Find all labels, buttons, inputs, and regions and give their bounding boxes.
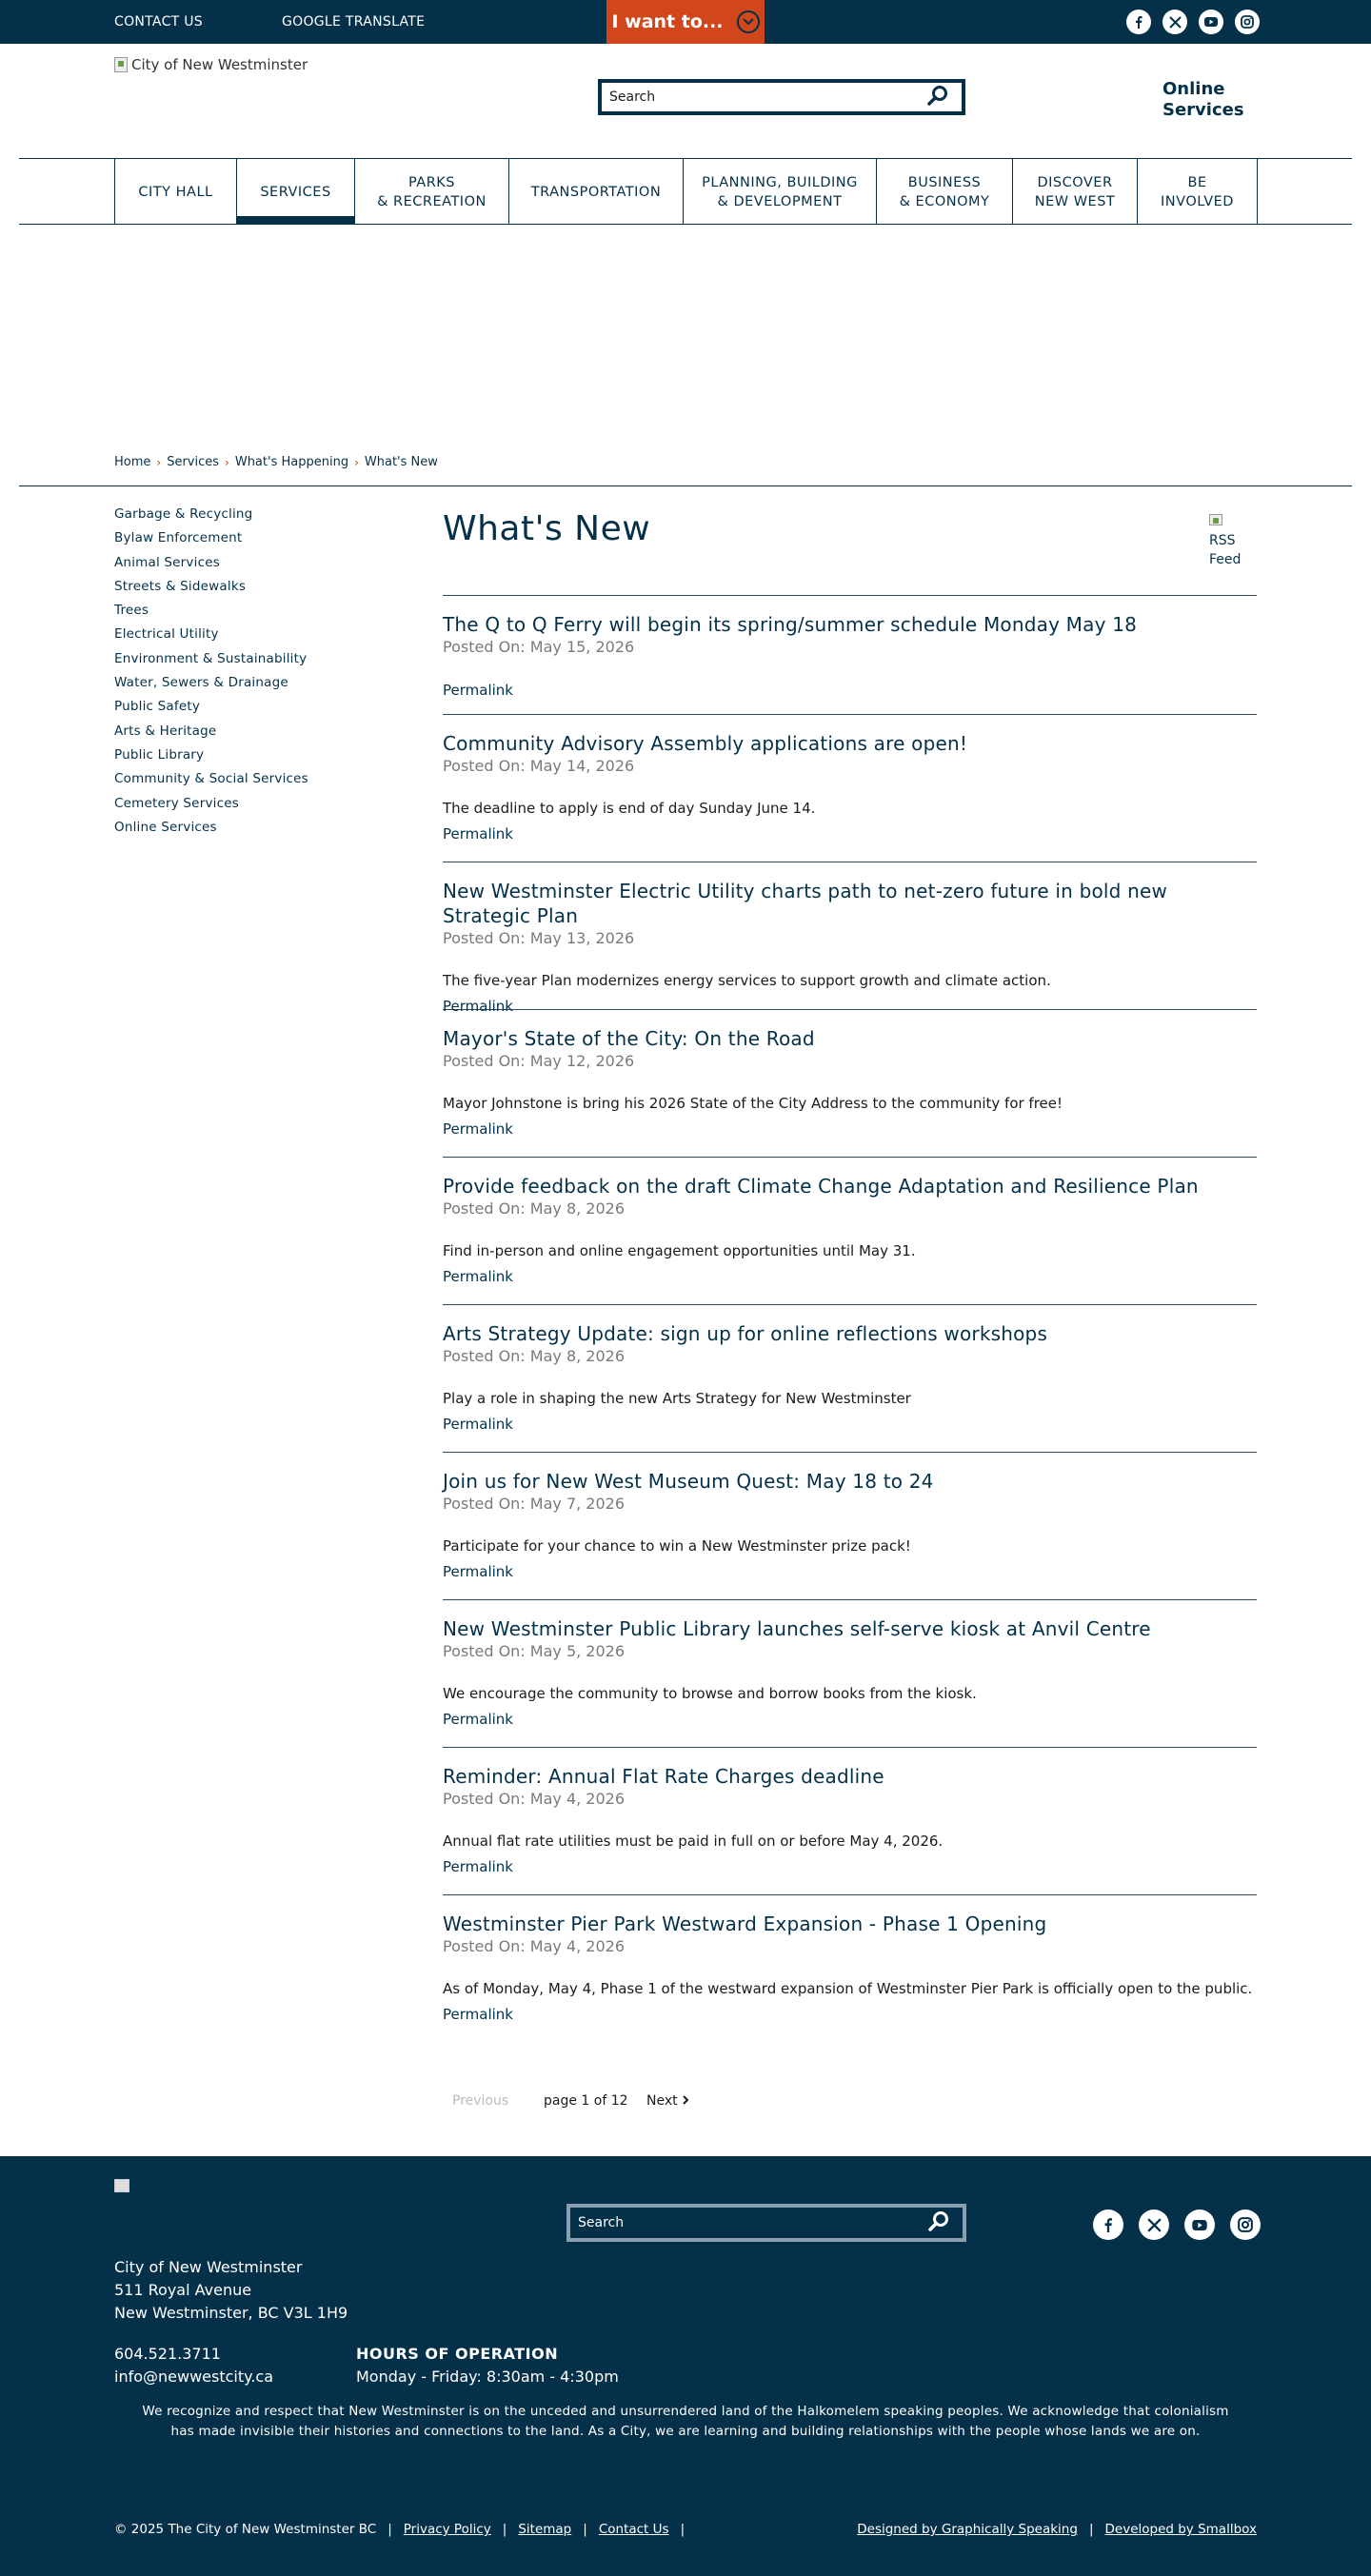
breadcrumb-home[interactable]: Home [114,455,151,469]
news-title-link[interactable]: Westminster Pier Park Westward Expansion - Phase 1 Opening [443,1912,1047,1935]
permalink-link[interactable]: Permalink [443,1120,513,1138]
main-navigation [19,158,1352,225]
news-date: Posted On: May 7, 2026 [443,1495,626,1513]
news-date: Posted On: May 8, 2026 [443,1199,626,1218]
news-list [443,595,1257,2047]
permalink-link[interactable]: Permalink [443,1416,513,1433]
sidebar-item[interactable]: Public Library [114,746,205,763]
footer-social-links [1093,2209,1261,2240]
sidebar-nav [114,506,308,843]
broken-image-icon [114,57,128,72]
site-footer [0,2156,1371,2576]
instagram-icon[interactable] [1235,10,1260,34]
sitemap-link[interactable]: Sitemap [518,2522,572,2537]
chevron-right-icon: › [156,455,162,469]
footer-logo[interactable] [114,2179,129,2192]
google-translate-link[interactable]: GOOGLE TRANSLATE [282,14,426,30]
x-icon[interactable] [1139,2209,1169,2240]
news-item [443,862,1257,1015]
news-date: Posted On: May 5, 2026 [443,1642,626,1660]
nav-item-city-hall[interactable] [115,159,237,225]
permalink-link[interactable]: Permalink [443,998,513,1015]
news-item [443,1304,1257,1452]
breadcrumb-services[interactable]: Services [167,455,220,469]
permalink-link[interactable]: Permalink [443,2006,513,2023]
online-services-label: Online Services [1162,79,1244,120]
news-date: Posted On: May 8, 2026 [443,1347,626,1365]
news-item [443,1157,1257,1304]
online-services-link[interactable] [1162,79,1248,121]
developed-by-link[interactable]: Developed by Smallbox [1104,2522,1257,2537]
separator: | [1088,2522,1094,2537]
nav-item-label: TRANSPORTATION [530,184,662,200]
facebook-icon[interactable] [1126,10,1151,34]
sidebar-item[interactable]: Bylaw Enforcement [114,530,243,546]
next-page-button[interactable] [646,2093,689,2109]
header-search-input[interactable] [598,79,965,115]
chevron-right-icon: › [354,455,359,469]
page-indicator: page 1 of 12 [544,2093,628,2109]
top-bar [0,0,1371,44]
news-date: Posted On: May 12, 2026 [443,1052,635,1070]
nav-item-business-economy[interactable] [877,159,1013,225]
footer-address [114,2256,348,2325]
i-want-to-label: I want to... [611,11,724,32]
news-date: Posted On: May 14, 2026 [443,757,635,775]
sidebar-item[interactable]: Trees [114,603,149,619]
search-icon[interactable] [928,2210,949,2235]
nav-items [114,159,1258,225]
news-item [443,1894,1257,2047]
nav-item-services[interactable] [237,159,355,225]
sidebar-item[interactable]: Cemetery Services [114,795,239,811]
footer-search-input[interactable] [566,2204,966,2242]
copyright: © 2025 The City of New Westminster BC [114,2522,377,2537]
news-item [443,1009,1257,1157]
previous-page-button: Previous [452,2093,509,2109]
rss-feed-icon[interactable] [1209,512,1242,569]
nav-item-label: PARKS & RECREATION [377,174,487,209]
news-title-link[interactable]: Reminder: Annual Flat Rate Charges deadline [443,1765,884,1788]
news-item [443,595,1257,714]
nav-item-parks-recreation[interactable] [355,159,509,225]
footer-hours [356,2343,619,2388]
permalink-link[interactable]: Permalink [443,825,513,842]
breadcrumb-whats-new[interactable]: What's New [364,455,438,469]
nav-item-discover-new-west[interactable] [1013,159,1138,225]
logo-alt-text: City of New Westminster [131,56,308,73]
news-title-link[interactable]: The Q to Q Ferry will begin its spring/summer schedule Monday May 18 [443,613,1138,636]
sidebar-item[interactable]: Electrical Utility [114,626,219,643]
youtube-icon[interactable] [1184,2209,1215,2240]
sidebar-item[interactable]: Online Services [114,819,217,835]
news-title-link[interactable]: Provide feedback on the draft Climate Change Adaptation and Resilience Plan [443,1175,1199,1198]
news-summary: We encourage the community to browse and borrow books from the kiosk. [443,1685,977,1702]
footer-email[interactable]: info@newwestcity.ca [114,2368,274,2386]
breadcrumb-divider [19,485,1352,486]
address-line: 511 Royal Avenue [114,2281,252,2299]
separator: | [680,2522,686,2537]
broken-image-icon [1209,514,1222,525]
permalink-link[interactable]: Permalink [443,682,513,699]
instagram-icon[interactable] [1230,2209,1261,2240]
news-summary: Mayor Johnstone is bring his 2026 State of the City Address to the community for free! [443,1095,1063,1112]
news-item [443,1452,1257,1599]
separator: | [387,2522,392,2537]
next-page-label: Next [646,2093,678,2109]
separator: | [502,2522,507,2537]
news-title-link[interactable]: New Westminster Electric Utility charts path to net-zero future in bold new Strategic Plan [443,880,1168,927]
news-title-link[interactable]: Community Advisory Assembly applications are open! [443,732,968,755]
news-item [443,714,1257,862]
footer-contact [114,2343,273,2388]
news-title-link[interactable]: New Westminster Public Library launches self-serve kiosk at Anvil Centre [443,1617,1151,1640]
hours-text: Monday - Friday: 8:30am - 4:30pm [356,2368,619,2386]
page-title: What's New [443,509,651,548]
footer-credits [857,2522,1257,2537]
news-title-link[interactable]: Join us for New West Museum Quest: May 18 to 24 [443,1470,934,1493]
nav-item-label: BE INVOLVED [1161,174,1234,209]
facebook-icon[interactable] [1093,2209,1123,2240]
news-summary: The five-year Plan modernizes energy services to support growth and climate action. [443,972,1051,989]
nav-item-label: DISCOVER NEW WEST [1034,174,1116,209]
news-summary: Participate for your chance to win a New Westminster prize pack! [443,1537,911,1555]
separator: | [583,2522,587,2537]
sidebar-item[interactable]: Arts & Heritage [114,723,217,739]
chevron-down-icon [737,10,760,33]
header-social-links [1126,10,1260,34]
news-summary: Play a role in shaping the new Arts Strategy for New Westminster [443,1390,911,1407]
sidebar-item[interactable]: Community & Social Services [114,771,308,787]
footer-phone[interactable]: 604.521.3711 [114,2345,221,2363]
land-acknowledgement: We recognize and respect that New Westminster is on the unceded and unsurrendered land of the Halkomelem speaking peoples. We acknowledge that colonialism has made invisible their histories and connections to the land. As a City, we are learning and building relationships with the people whose lands we are on. [142,2404,1229,2439]
youtube-icon[interactable] [1199,10,1223,34]
news-item [443,1747,1257,1894]
news-date: Posted On: May 13, 2026 [443,929,635,947]
nav-item-planning-building[interactable] [684,159,877,225]
news-summary: Find in-person and online engagement opportunities until May 31. [443,1242,916,1259]
permalink-link[interactable]: Permalink [443,1711,513,1728]
rss-alt-text: RSS Feed [1209,533,1242,567]
permalink-link[interactable]: Permalink [443,1563,513,1580]
nav-item-label: CITY HALL [138,184,213,200]
chevron-right-icon: › [225,455,229,469]
contact-us-footer-link[interactable]: Contact Us [598,2522,669,2537]
news-summary: As of Monday, May 4, Phase 1 of the westward expansion of Westminster Pier Park is officially open to the public. [443,1980,1253,1997]
breadcrumb-whats-happening[interactable]: What's Happening [234,455,349,469]
header-search-placeholder: Search [609,89,656,105]
sidebar-item[interactable]: Animal Services [114,554,220,570]
nav-item-label: PLANNING, BUILDING & DEVELOPMENT [702,174,858,209]
i-want-to-button[interactable] [606,0,765,44]
sidebar-item[interactable]: Public Safety [114,699,201,715]
sidebar-item[interactable]: Streets & Sidewalks [114,578,247,594]
sidebar-item[interactable]: Environment & Sustainability [114,650,308,666]
search-icon[interactable] [927,85,948,109]
news-date: Posted On: May 15, 2026 [443,638,635,656]
permalink-link[interactable]: Permalink [443,1858,513,1875]
news-date: Posted On: May 4, 2026 [443,1937,626,1955]
contact-us-link[interactable]: CONTACT US [114,14,203,30]
news-title-link[interactable]: Mayor's State of the City: On the Road [443,1027,815,1050]
privacy-policy-link[interactable]: Privacy Policy [403,2522,491,2537]
news-summary: The deadline to apply is end of day Sunday June 14. [443,800,816,817]
sidebar-item[interactable]: Garbage & Recycling [114,506,253,522]
news-date: Posted On: May 4, 2026 [443,1790,626,1808]
news-summary: Annual flat rate utilities must be paid in full on or before May 4, 2026. [443,1833,944,1850]
x-icon[interactable] [1162,10,1187,34]
main-content [443,507,1257,2023]
news-item [443,1599,1257,1747]
permalink-link[interactable]: Permalink [443,1268,513,1285]
city-logo[interactable] [114,56,308,73]
breadcrumb [114,455,438,469]
nav-item-transportation[interactable] [509,159,684,225]
footer-search-placeholder: Search [578,2215,625,2230]
site-header [0,44,1371,158]
hours-heading: HOURS OF OPERATION [356,2345,559,2363]
footer-legal [114,2522,685,2537]
nav-item-label: SERVICES [260,184,331,200]
news-title-link[interactable]: Arts Strategy Update: sign up for online reflections workshops [443,1322,1048,1345]
address-line: New Westminster, BC V3L 1H9 [114,2304,348,2322]
address-line: City of New Westminster [114,2258,303,2276]
sidebar-item[interactable]: Water, Sewers & Drainage [114,675,288,691]
pagination [452,2093,689,2109]
designed-by-link[interactable]: Designed by Graphically Speaking [857,2522,1078,2537]
nav-item-be-involved[interactable] [1138,159,1258,225]
nav-item-label: BUSINESS & ECONOMY [899,174,990,209]
chevron-right-icon [683,2093,689,2109]
